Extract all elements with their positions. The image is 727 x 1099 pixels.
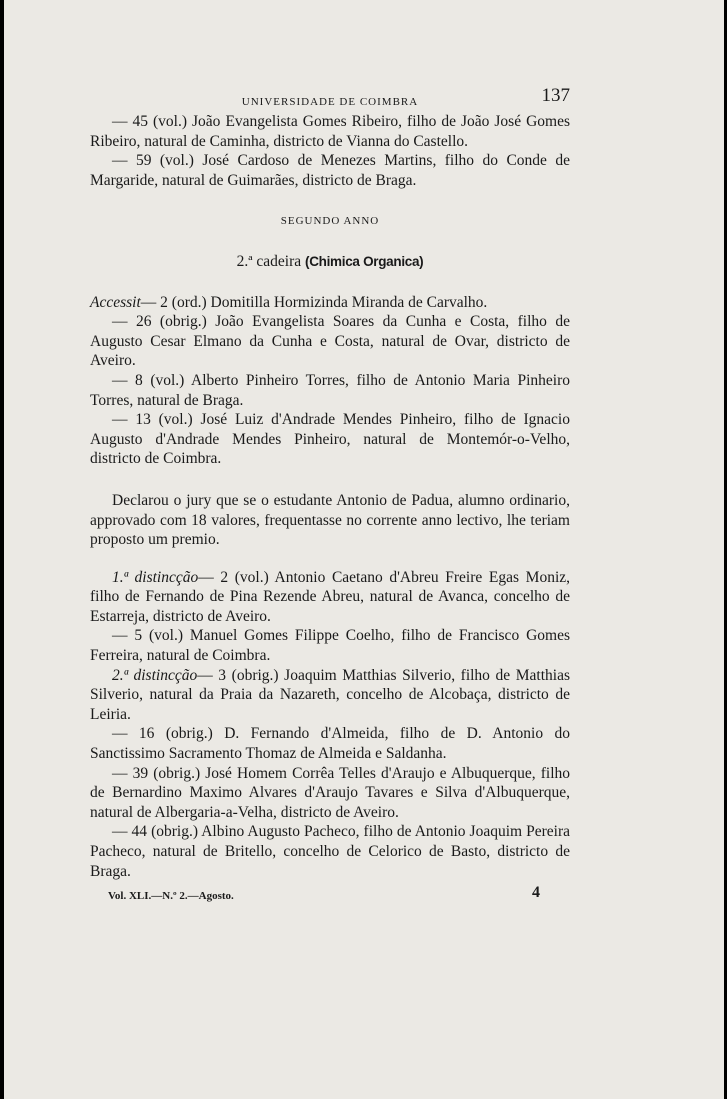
- spacer: [90, 469, 570, 491]
- second-distinction-entry: [90, 666, 570, 725]
- chair-heading: [90, 252, 570, 272]
- chair-subject: (Chimica Organica): [305, 253, 424, 269]
- sheet-number: 4: [532, 884, 540, 902]
- page-number: 137: [541, 85, 570, 106]
- running-head: [90, 86, 570, 112]
- entry-39: — 39 (obrig.) José Homem Corrêa Telles d'Araujo e Albuquerque, filho de Bernardino Maximo Alvares d'Araujo Tavares e Silva d'Albuquerque, natural de Albergaria-a-Velha, districto de Aveiro.: [90, 764, 570, 821]
- signature-mark: Vol. XLI.—N.º 2.—Agosto.: [108, 890, 234, 903]
- page-body: [90, 86, 570, 907]
- first-distinction-text: — 2 (vol.) Antonio Caetano d'Abreu Freire Egas Moniz, filho de Fernando de Pina Rezende Abreu, natural de Avanca, concelho de Estarreja, districto de Aveiro.: [90, 568, 570, 625]
- second-distinction-text: — 3 (obrig.) Joaquim Matthias Silverio, filho de Matthias Silverio, natural da Praia da Nazareth, concelho de Alcobaça, districto de Leiria.: [90, 666, 570, 723]
- entry-45: — 45 (vol.) João Evangelista Gomes Ribeiro, filho de João José Gomes Ribeiro, natural de Caminha, districto de Vianna do Castello.: [90, 113, 570, 150]
- first-distinction-label: 1.ª distincção: [112, 568, 199, 586]
- accessit-entry: [90, 293, 570, 313]
- scan-border-left: [0, 0, 4, 1099]
- running-title: UNIVERSIDADE DE COIMBRA: [241, 96, 419, 108]
- entry-26: — 26 (obrig.) João Evangelista Soares da Cunha e Costa, filho de Augusto Cesar Elmano da Cunha e Costa, natural de Ovar, districto de Aveiro.: [90, 313, 570, 370]
- accessit-label: Accessit: [90, 293, 141, 311]
- first-distinction-entry: [90, 568, 570, 627]
- section-title: SEGUNDO ANNO: [280, 215, 380, 228]
- entry-5: — 5 (vol.) Manuel Gomes Filippe Coelho, filho de Francisco Gomes Ferreira, natural de Coimbra.: [90, 627, 570, 665]
- entry-13: — 13 (vol.) José Luiz d'Andrade Mendes Pinheiro, filho de Ignacio Augusto d'Andrade Mendes Pinheiro, natural de Montemór-o-Velho, districto de Coimbra.: [90, 411, 570, 468]
- entry-8: — 8 (vol.) Alberto Pinheiro Torres, filho de Antonio Maria Pinheiro Torres, natural de Braga.: [90, 371, 570, 409]
- second-distinction-label: 2.ª distincção: [112, 666, 198, 684]
- accessit-text: — 2 (ord.) Domitilla Hormizinda Miranda de Carvalho.: [140, 293, 488, 311]
- entry-16: — 16 (obrig.) D. Fernando d'Almeida, filho de D. Antonio do Sanctissimo Sacramento Thomaz de Almeida e Saldanha.: [90, 725, 570, 763]
- entry-59: — 59 (vol.) José Cardoso de Menezes Martins, filho do Conde de Margaride, natural de Guimarães, districto de Braga.: [90, 152, 570, 189]
- entry-44: — 44 (obrig.) Albino Augusto Pacheco, filho de Antonio Joaquim Pereira Pacheco, natural de Britello, concelho de Celorico de Basto, districto de Braga.: [90, 823, 570, 880]
- page-footer: [90, 883, 570, 907]
- spacer: [90, 550, 570, 568]
- jury-declaration: Declarou o jury que se o estudante Antonio de Padua, alumno ordinario, approvado com 18 valores, frequentasse no corrente anno lectivo, lhe teriam proposto um premio.: [90, 491, 570, 549]
- chair-prefix: 2.ª cadeira: [236, 252, 302, 270]
